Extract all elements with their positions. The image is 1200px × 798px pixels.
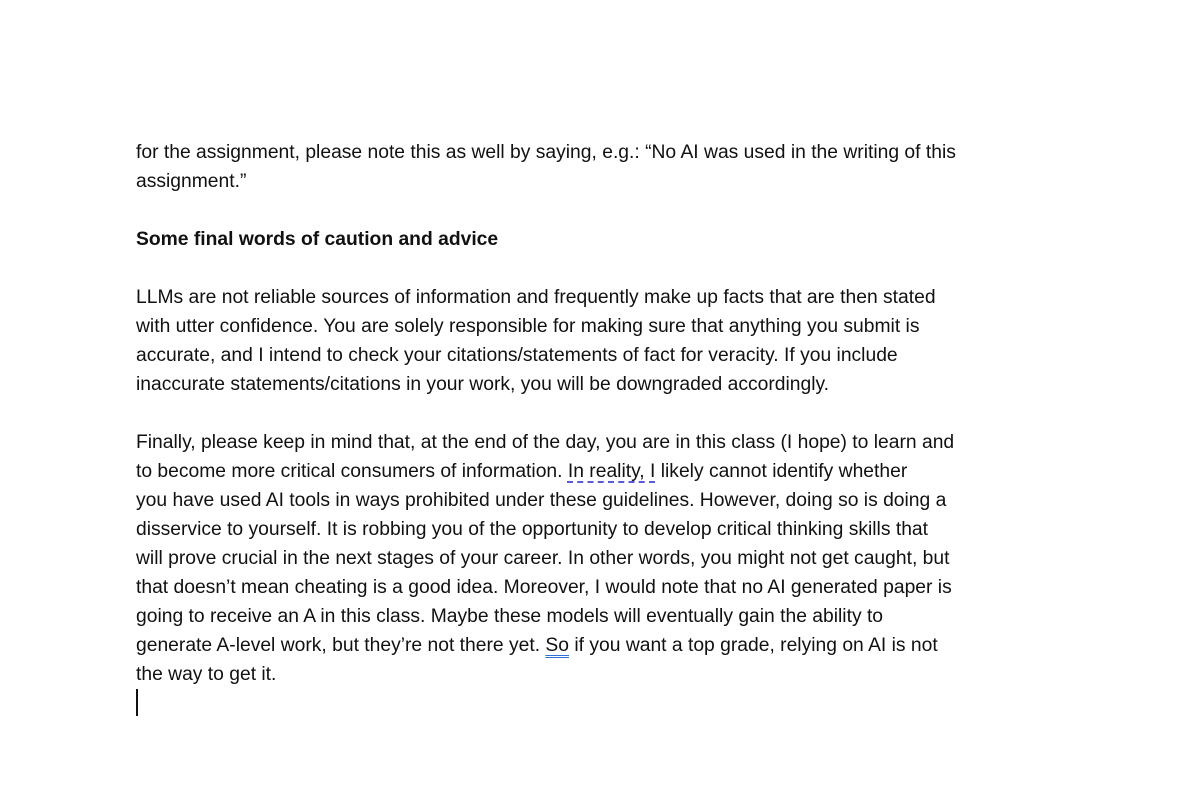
style-suggestion-underline[interactable]: So [545,635,570,656]
text-line[interactable]: accurate, and I intend to check your citations/statements of fact for veracity. If you include [136,345,898,366]
text-cursor [136,689,138,716]
paragraph-intro[interactable] [136,138,1096,196]
text-line[interactable]: disservice to yourself. It is robbing you of the opportunity to develop critical thinking skills that [136,519,928,540]
text-line[interactable]: the way to get it. [136,664,277,685]
text-line[interactable]: Finally, please keep in mind that, at the end of the day, you are in this class (I hope) to learn and [136,432,955,453]
text-segment: likely cannot identify whether [655,461,908,482]
text-line[interactable]: for the assignment, please note this as well by saying, e.g.: “No AI was used in the writing of this [136,142,956,163]
text-line[interactable]: going to receive an A in this class. Maybe these models will eventually gain the ability to [136,606,884,627]
text-line[interactable] [136,457,1096,486]
heading-text[interactable]: Some final words of caution and advice [136,229,499,250]
paragraph-final[interactable] [136,428,1096,689]
text-line[interactable]: assignment.” [136,171,247,192]
text-line[interactable] [136,631,1096,660]
section-heading[interactable] [136,225,1096,254]
grammar-suggestion-underline[interactable]: In reality, I [567,461,656,482]
text-segment: generate A-level work, but they’re not there yet. [136,635,546,656]
text-line[interactable]: that doesn’t mean cheating is a good idea. Moreover, I would note that no AI generated paper is [136,577,952,598]
text-segment: to become more critical consumers of information. [136,461,568,482]
text-segment: if you want a top grade, relying on AI is not [569,635,938,656]
text-line[interactable]: LLMs are not reliable sources of information and frequently make up facts that are then stated [136,287,936,308]
text-line[interactable]: will prove crucial in the next stages of your career. In other words, you might not get caught, but [136,548,950,569]
paragraph-caution[interactable] [136,283,1096,399]
text-line[interactable]: inaccurate statements/citations in your work, you will be downgraded accordingly. [136,374,830,395]
text-line[interactable]: with utter confidence. You are solely responsible for making sure that anything you submit is [136,316,920,337]
text-line[interactable]: you have used AI tools in ways prohibited under these guidelines. However, doing so is doing a [136,490,947,511]
